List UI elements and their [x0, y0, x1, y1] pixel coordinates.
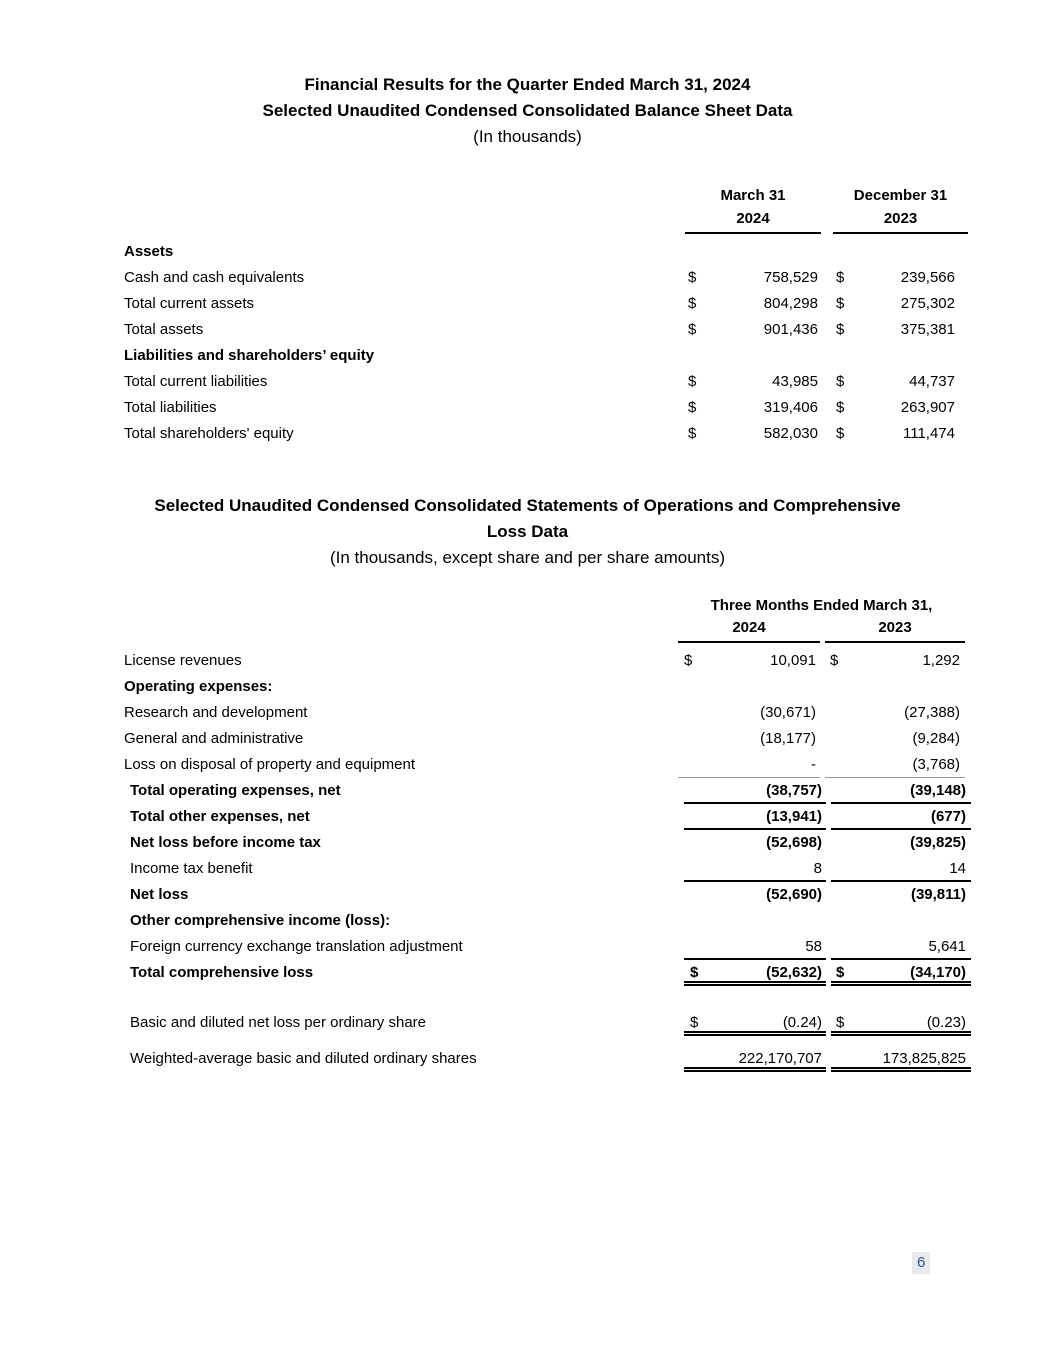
value-group-col1 — [678, 752, 820, 778]
table-row — [124, 908, 1055, 934]
dollar-sign: $ — [836, 399, 845, 416]
row-label: Total comprehensive loss — [130, 964, 314, 981]
value-group-col2 — [831, 908, 971, 934]
column-header-year: 2024 — [685, 208, 821, 234]
value-col1: (13,941) — [766, 808, 822, 825]
balance-sheet-header-row — [124, 184, 1055, 234]
value-group-col2 — [831, 856, 971, 882]
column-gap — [821, 421, 833, 447]
value-col1: (0.24) — [782, 1014, 822, 1031]
value-col2: 44,737 — [909, 373, 955, 390]
row-label: Research and development — [124, 704, 308, 721]
value-group-col1 — [685, 291, 821, 317]
table-row — [124, 239, 1055, 265]
value-group-col1 — [684, 804, 826, 830]
value-group-col1 — [678, 674, 820, 700]
dollar-sign: $ — [688, 425, 697, 442]
span-column-header: Three Months Ended March 31, — [710, 597, 933, 614]
row-label: Income tax benefit — [130, 860, 253, 877]
value-col2: 5,641 — [928, 938, 966, 955]
row-label: Foreign currency exchange translation adjustment — [130, 938, 463, 955]
column-header-month: December 31 — [853, 187, 948, 204]
value-col2: 1,292 — [922, 652, 960, 669]
table-row — [124, 934, 1055, 960]
table-row — [124, 291, 1055, 317]
value-col2: (34,170) — [910, 964, 966, 981]
value-col1: (52,632) — [766, 964, 822, 981]
table-row — [124, 369, 1055, 395]
value-group-col2 — [831, 960, 971, 986]
header-spacer — [124, 617, 678, 643]
row-label: Loss on disposal of property and equipment — [124, 756, 416, 773]
operations-title-block — [0, 493, 1055, 571]
table-row — [124, 265, 1055, 291]
value-col1: (52,690) — [766, 886, 822, 903]
value-group-col2 — [833, 395, 968, 421]
dollar-sign: $ — [690, 1014, 699, 1031]
row-label: Operating expenses: — [124, 678, 273, 695]
value-col2: (39,811) — [910, 886, 966, 903]
table-row — [124, 700, 1055, 726]
value-col2 — [836, 908, 971, 934]
value-col1: (38,757) — [766, 782, 822, 799]
value-group-col2 — [825, 726, 965, 752]
column-header-month: March 31 — [720, 187, 786, 204]
operations-header-row — [124, 617, 1055, 643]
value-group-col2 — [833, 343, 968, 369]
operations-table — [124, 595, 1055, 1072]
value-group-col1 — [678, 648, 820, 674]
value-col1: 804,298 — [763, 295, 818, 312]
value-group-col2 — [831, 804, 971, 830]
dollar-sign: $ — [684, 652, 693, 669]
value-group-col2 — [831, 830, 971, 856]
value-col2: 239,566 — [900, 269, 955, 286]
table-row — [124, 317, 1055, 343]
value-group-col2 — [825, 674, 965, 700]
dollar-sign: $ — [688, 399, 697, 416]
column-gap — [821, 369, 833, 395]
value-col1: (18,177) — [760, 730, 816, 747]
table-row — [124, 1010, 1055, 1036]
value-col1: 319,406 — [763, 399, 818, 416]
table-row — [124, 804, 1055, 830]
column-header-col2 — [833, 184, 968, 234]
dollar-sign: $ — [836, 295, 845, 312]
value-group-col2 — [825, 648, 965, 674]
value-col2: 111,474 — [903, 425, 955, 442]
table-row — [124, 778, 1055, 804]
column-header-year: 2023 — [833, 208, 968, 234]
row-label: Basic and diluted net loss per ordinary share — [130, 1014, 427, 1031]
value-group-col1 — [678, 726, 820, 752]
dollar-sign: $ — [690, 964, 699, 981]
value-col1: (52,698) — [766, 834, 822, 851]
value-col2: 173,825,825 — [882, 1050, 966, 1067]
value-group-col1 — [685, 343, 821, 369]
value-col2: (39,148) — [910, 782, 966, 799]
section-title-line2: Selected Unaudited Condensed Consolidated Balance Sheet Data — [262, 101, 793, 120]
table-row — [124, 856, 1055, 882]
value-group-col2 — [831, 1046, 971, 1072]
balance-sheet-rows — [124, 239, 1055, 447]
value-col2: 263,907 — [900, 399, 955, 416]
table-row — [124, 752, 1055, 778]
value-col1 — [688, 343, 821, 369]
value-group-col2 — [825, 700, 965, 726]
row-label: Net loss — [130, 886, 189, 903]
balance-sheet-title-block — [0, 0, 1055, 150]
value-col1 — [684, 674, 820, 700]
row-label: Other comprehensive income (loss): — [130, 912, 391, 929]
value-col1: 222,170,707 — [738, 1050, 822, 1067]
value-col1: 58 — [805, 938, 822, 955]
value-group-col1 — [685, 369, 821, 395]
value-col2 — [830, 674, 965, 700]
operations-span-header-row — [124, 595, 1055, 617]
column-gap — [821, 291, 833, 317]
section-title-line1: Selected Unaudited Condensed Consolidated Statements of Operations and Comprehensive — [154, 496, 901, 515]
row-label: Net loss before income tax — [130, 834, 321, 851]
value-col1: - — [811, 756, 816, 773]
value-group-col2 — [831, 934, 971, 960]
dollar-sign: $ — [836, 1014, 845, 1031]
value-group-col1 — [684, 1046, 826, 1072]
dollar-sign: $ — [688, 269, 697, 286]
value-group-col2 — [831, 778, 971, 804]
column-header-col1 — [678, 617, 820, 643]
value-group-col2 — [833, 317, 968, 343]
row-label: License revenues — [124, 652, 242, 669]
header-spacer — [124, 184, 685, 234]
value-group-col1 — [685, 395, 821, 421]
value-col2: (39,825) — [910, 834, 966, 851]
dollar-sign: $ — [688, 295, 697, 312]
row-label: Total current assets — [124, 295, 255, 312]
column-gap — [821, 239, 833, 265]
row-label: Total liabilities — [124, 399, 217, 416]
header-spacer — [124, 595, 678, 617]
value-group-col2 — [833, 291, 968, 317]
value-col2 — [836, 343, 968, 369]
row-label: Liabilities and shareholders’ equity — [124, 347, 375, 364]
value-col2: (9,284) — [912, 730, 960, 747]
row-label: Total other expenses, net — [130, 808, 310, 825]
value-col1: 901,436 — [763, 321, 818, 338]
value-group-col2 — [833, 265, 968, 291]
dollar-sign: $ — [688, 373, 697, 390]
table-row — [124, 960, 1055, 986]
value-group-col1 — [684, 778, 826, 804]
value-col1 — [690, 908, 826, 934]
value-col2: (27,388) — [904, 704, 960, 721]
column-header-year: 2023 — [825, 617, 965, 643]
table-row — [124, 343, 1055, 369]
column-header-col2 — [825, 617, 965, 643]
value-group-col1 — [685, 239, 821, 265]
dollar-sign: $ — [830, 652, 839, 669]
row-label: Cash and cash equivalents — [124, 269, 305, 286]
value-group-col1 — [684, 882, 826, 908]
column-gap — [821, 317, 833, 343]
table-row — [124, 1046, 1055, 1072]
value-group-col2 — [831, 1010, 971, 1036]
value-group-col2 — [833, 421, 968, 447]
row-label: Total assets — [124, 321, 204, 338]
value-col2: 375,381 — [900, 321, 955, 338]
section-title-line1: Financial Results for the Quarter Ended March 31, 2024 — [304, 75, 751, 94]
row-label: Total operating expenses, net — [130, 782, 341, 799]
value-group-col2 — [833, 369, 968, 395]
column-header-col1 — [685, 184, 821, 234]
table-row — [124, 674, 1055, 700]
operations-rows — [124, 648, 1055, 1072]
value-group-col2 — [825, 752, 965, 778]
row-label: General and administrative — [124, 730, 304, 747]
row-label: Assets — [124, 243, 174, 260]
table-row — [124, 726, 1055, 752]
dollar-sign: $ — [836, 425, 845, 442]
value-col2 — [836, 239, 968, 265]
value-col2: (677) — [930, 808, 966, 825]
section-subtitle: (In thousands) — [473, 127, 582, 146]
value-group-col1 — [684, 830, 826, 856]
section-subtitle: (In thousands, except share and per share amounts) — [329, 548, 725, 567]
column-gap — [821, 184, 833, 234]
value-col2: 275,302 — [900, 295, 955, 312]
value-col2: (0.23) — [926, 1014, 966, 1031]
value-group-col2 — [831, 882, 971, 908]
row-label: Total current liabilities — [124, 373, 268, 390]
value-group-col1 — [684, 856, 826, 882]
row-label: Total shareholders' equity — [124, 425, 294, 442]
value-group-col1 — [685, 265, 821, 291]
column-gap — [821, 343, 833, 369]
value-col1: 582,030 — [763, 425, 818, 442]
table-row — [124, 421, 1055, 447]
value-col1: (30,671) — [760, 704, 816, 721]
column-header-year: 2024 — [678, 617, 820, 643]
value-group-col1 — [684, 934, 826, 960]
value-group-col1 — [685, 317, 821, 343]
value-group-col1 — [684, 1010, 826, 1036]
section-title-line2: Loss Data — [486, 522, 569, 541]
value-col1: 10,091 — [770, 652, 816, 669]
value-group-col2 — [833, 239, 968, 265]
column-gap — [821, 265, 833, 291]
table-row — [124, 648, 1055, 674]
page-number: 6 — [912, 1252, 930, 1274]
row-label: Weighted-average basic and diluted ordinary shares — [130, 1050, 477, 1067]
value-col2: (3,768) — [912, 756, 960, 773]
value-group-col1 — [684, 908, 826, 934]
balance-sheet-table — [124, 184, 1055, 447]
table-row — [124, 395, 1055, 421]
value-col2: 14 — [949, 860, 966, 877]
value-col1: 758,529 — [763, 269, 818, 286]
column-gap — [821, 395, 833, 421]
dollar-sign: $ — [836, 373, 845, 390]
table-row — [124, 882, 1055, 908]
value-group-col1 — [685, 421, 821, 447]
value-col1 — [688, 239, 821, 265]
dollar-sign: $ — [836, 269, 845, 286]
value-group-col1 — [684, 960, 826, 986]
table-row — [124, 830, 1055, 856]
value-group-col1 — [678, 700, 820, 726]
dollar-sign: $ — [836, 321, 845, 338]
dollar-sign: $ — [688, 321, 697, 338]
value-col1: 43,985 — [772, 373, 818, 390]
dollar-sign: $ — [836, 964, 845, 981]
value-col1: 8 — [813, 860, 822, 877]
